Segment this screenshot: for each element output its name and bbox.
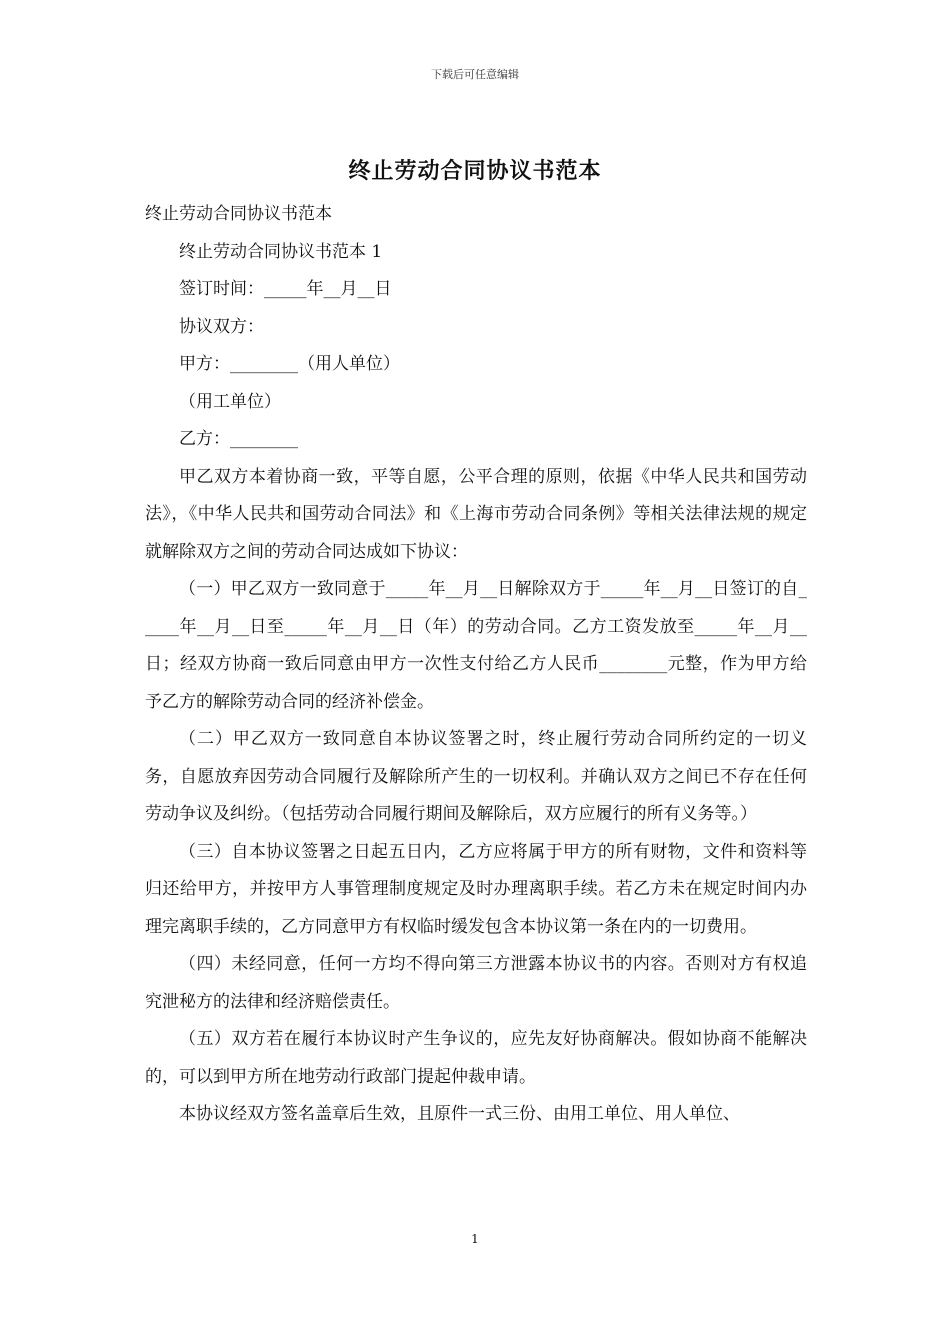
page-number: 1 — [471, 1232, 479, 1246]
header-note: 下载后可任意编辑 — [431, 68, 519, 81]
sign-date-line: 签订时间：_____年__月__日 — [179, 279, 392, 299]
clause-5-paragraph: （五）双方若在履行本协议时产生争议的，应先友好协商解决。假如协商不能解决的，可以到甲方所在地劳动行政部门提起仲裁申请。 — [145, 1029, 807, 1087]
clause-3-paragraph: （三）自本协议签署之日起五日内，乙方应将属于甲方的所有财物，文件和资料等归还给甲方，并按甲方人事管理制度规定及时办理离职手续。若乙方未在规定时间内办理完离职手续的，乙方同意甲方有权临时缓发包含本协议第一条在内的一切费用。 — [145, 841, 807, 937]
party-a-line: 甲方：________（用人单位） — [179, 354, 400, 374]
document-body — [145, 196, 807, 1134]
subtitle-line: 终止劳动合同协议书范本 — [145, 204, 332, 224]
employer-unit-line: （用工单位） — [179, 391, 281, 412]
preamble-paragraph: 甲乙双方本着协商一致，平等自愿，公平合理的原则，依据《中华人民共和国劳动法》，《中华人民共和国劳动合同法》和《上海市劳动合同条例》等相关法律法规的规定就解除双方之间的劳动合同达成如下协议： — [145, 466, 807, 562]
closing-paragraph: 本协议经双方签名盖章后生效，且原件一式三份、由用工单位、用人单位、 — [179, 1104, 740, 1124]
party-b-line: 乙方：________ — [179, 429, 298, 449]
document-title: 终止劳动合同协议书范本 — [348, 158, 602, 184]
clause-4-paragraph: （四）未经同意，任何一方均不得向第三方泄露本协议书的内容。否则对方有权追究泄秘方的法律和经济赔偿责任。 — [145, 954, 807, 1012]
clause-1-paragraph: （一）甲乙双方一致同意于_____年__月__日解除双方于_____年__月__日签订的自_____年__月__日至_____年__月__日（年）的劳动合同。乙方工资发放至_____年__月__日；经双方协商一致后同意由甲方一次性支付给乙方人民币________元整，作为甲方给予乙方的解除劳动合同的经济补偿金。 — [145, 579, 807, 712]
parties-label: 协议双方： — [179, 316, 264, 337]
clause-2-paragraph: （二）甲乙双方一致同意自本协议签署之时，终止履行劳动合同所约定的一切义务，自愿放弃因劳动合同履行及解除所产生的一切权利。并确认双方之间已不存在任何劳动争议及纠纷。（包括劳动合同履行期间及解除后，双方应履行的所有义务等。） — [145, 729, 807, 824]
section-title: 终止劳动合同协议书范本 1 — [179, 241, 383, 262]
